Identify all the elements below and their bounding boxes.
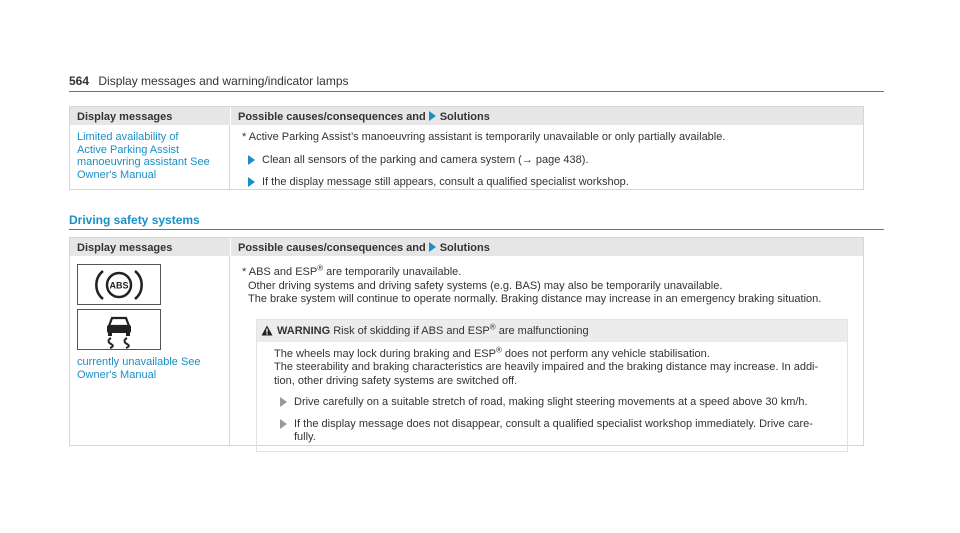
col-causes-solutions [230, 107, 863, 125]
header-rule [69, 91, 884, 92]
table-header [70, 107, 863, 125]
solution-step-text[interactable]: Clean all sensors of the parking and camera system (→ page 438). [262, 153, 589, 166]
cause-text: * ABS and ESP [242, 266, 318, 278]
solutions-arrow-icon [429, 242, 436, 252]
warning-body [257, 342, 847, 451]
table-header [70, 238, 863, 256]
warning-box [256, 319, 848, 452]
warning-label: WARNING [277, 324, 331, 337]
warning-paragraph-line: The steerability and braking characteristics are heavily impaired and the braking distance may increase. In addi- [274, 361, 819, 373]
warning-step [274, 418, 839, 445]
abs-warning-icon [77, 264, 161, 305]
table-driving-safety [69, 237, 864, 446]
cause-line: The brake system will continue to operate normally. Braking distance may increase in an emergency braking situation. [248, 293, 822, 305]
page-header [69, 74, 349, 88]
table-row [70, 256, 863, 445]
page-header-title: Display messages and warning/indicator lamps [98, 74, 349, 88]
warning-text: The wheels may lock during braking and ESP [274, 347, 496, 360]
message-line: Owner's Manual [77, 168, 157, 181]
abs-icon-text: ABS [109, 280, 129, 290]
cause-text: * Active Parking Assist’s manoeuvring assistant is temporarily unavailable or only partially available. [242, 131, 726, 143]
warning-step-text: fully. [294, 431, 316, 443]
message-line: manoeuvring assistant See [77, 156, 210, 168]
cause-line: Other driving systems and driving safety systems (e.g. BAS) may also be temporarily unavailable. [248, 279, 723, 292]
message-line: Limited availability of [77, 131, 179, 143]
col-display-messages: Display messages [77, 242, 173, 254]
col-causes-label: Possible causes/consequences and [238, 111, 426, 123]
page-number: 564 [69, 74, 90, 88]
col-solutions-label: Solutions [439, 242, 490, 254]
solution-step [242, 154, 855, 168]
solutions-arrow-icon [429, 111, 436, 121]
registered-mark: ® [495, 344, 502, 354]
display-message-abs-esp [70, 256, 230, 445]
cause-line [242, 263, 855, 280]
table-parking-assist [69, 106, 864, 190]
display-message-parking[interactable] [70, 125, 230, 189]
section-title: Driving safety systems [69, 213, 200, 227]
warning-header [257, 320, 847, 342]
warning-step-text: Drive carefully on a suitable stretch of road, making slight steering movements at a speed above 30 km/h. [294, 396, 808, 408]
warning-step [274, 396, 839, 410]
message-line: Owner's Manual [77, 368, 157, 381]
causes-cell [230, 125, 863, 189]
col-solutions-label: Solutions [439, 111, 490, 123]
solution-step-text: If the display message still appears, consult a qualified specialist workshop. [262, 176, 629, 188]
col-display-messages: Display messages [77, 111, 173, 123]
display-message-text[interactable] [77, 356, 229, 381]
warning-paragraph-line: tion, other driving safety systems are switched off. [274, 374, 518, 387]
warning-text: does not perform any vehicle stabilisation. [501, 347, 710, 360]
table-row [70, 125, 863, 189]
cause-text: are temporarily unavailable. [323, 266, 462, 278]
col-causes-solutions [230, 238, 863, 256]
causes-cell [230, 256, 863, 445]
warning-title: are malfunctioning [495, 324, 589, 337]
solution-step [242, 176, 855, 190]
warning-title: Risk of skidding if ABS and ESP [330, 324, 490, 337]
col-causes-label: Possible causes/consequences and [238, 242, 426, 254]
message-line: currently unavailable See [77, 356, 201, 368]
registered-mark: ® [317, 263, 324, 273]
registered-mark: ® [489, 321, 496, 331]
warning-paragraph [274, 344, 839, 362]
warning-step-text: If the display message does not disappear, consult a qualified specialist workshop immediately. Drive care- [294, 417, 813, 430]
warning-triangle-icon [261, 325, 273, 336]
message-line: Active Parking Assist [77, 143, 180, 156]
section-rule [69, 229, 884, 230]
esp-skid-icon [77, 309, 161, 350]
